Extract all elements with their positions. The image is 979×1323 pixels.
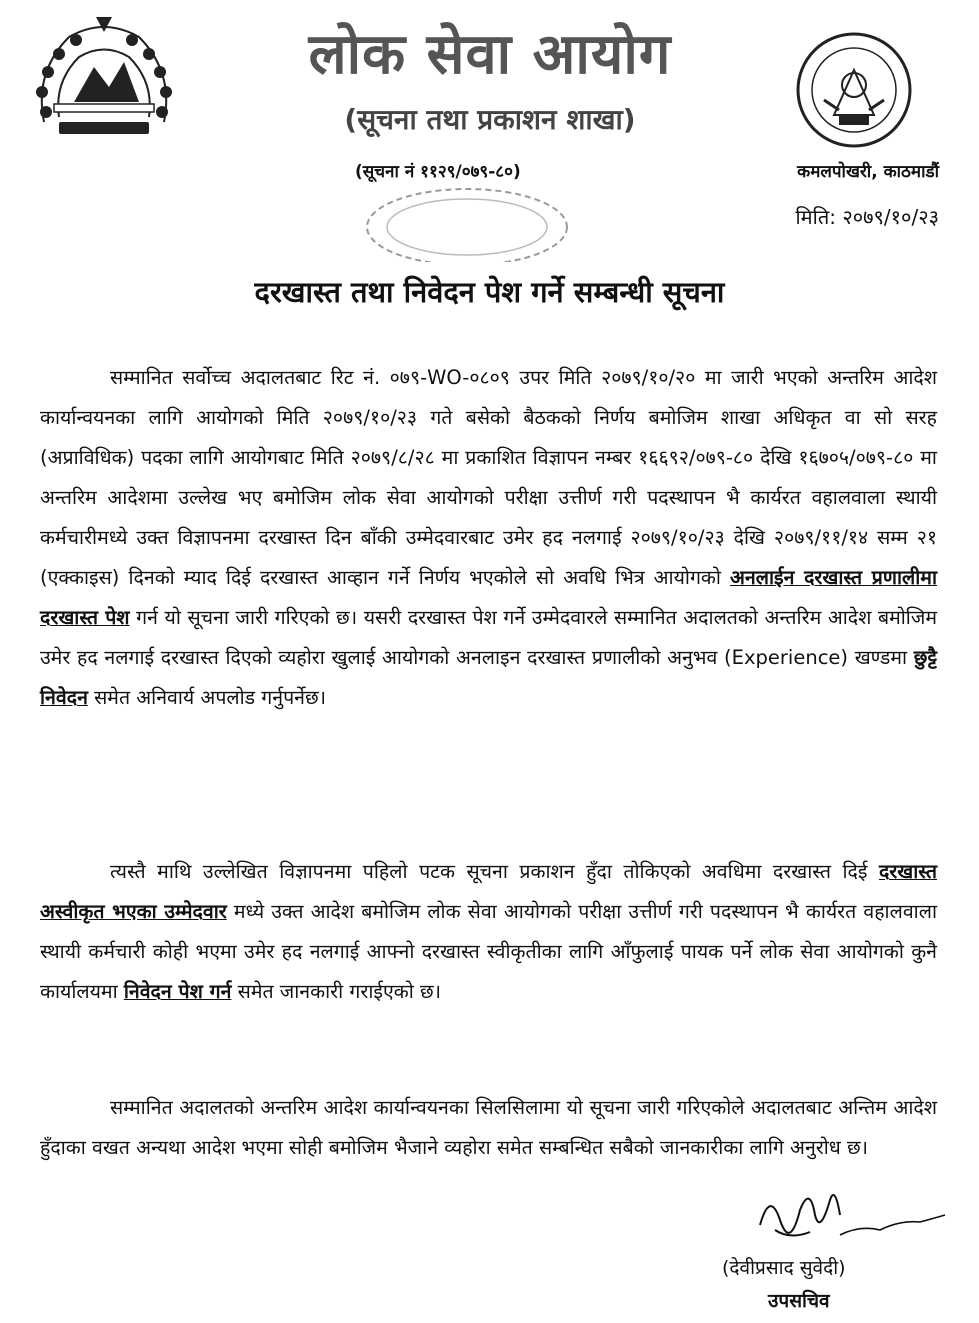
organization-title: लोक सेवा आयोग (308, 22, 672, 87)
notice-heading: दरखास्त तथा निवेदन पेश गर्ने सम्बन्धी सूचना (254, 275, 725, 309)
signer-name: (देवीप्रसाद सुवेदी) (722, 1257, 846, 1279)
body-paragraph-3: सम्मानित अदालतको अन्तरिम आदेश कार्यान्वयनका सिलसिलामा यो सूचना जारी गरिएकोले अदालतबाट अन्तिम आदेश हुँदाका वखत अन्यथा आदेश भएमा सोही बमोजिम भैजाने व्यहोरा समेत सम्बन्धित सबैको जानकारीका लागि अनुरोध छ। (40, 1096, 937, 1159)
office-address: कमलपोखरी, काठमाडौं (797, 162, 939, 182)
p2-text-c: समेत जानकारी गराईएको छ। (231, 980, 442, 1003)
p1-text-b: गर्न यो सूचना जारी गरिएको छ। यसरी दरखास्त पेश गर्ने उम्मेदवारले सम्मानित अदालतको अन्तरिम आदेश बमोजिम उमेर हद नलगाई दरखास्त दिएको व्यहोरा खुलाई आयोगको अनलाइन दरखास्त प्रणालीको अनुभव (Experience) खण्डमा (40, 606, 937, 669)
organization-subtitle: (सूचना तथा प्रकाशन शाखा) (344, 103, 636, 136)
body-paragraph-2 (40, 852, 937, 1012)
submit-application-emphasis: निवेदन पेश गर्न (123, 980, 232, 1003)
p2-text-b: मध्ये उक्त आदेश बमोजिम लोक सेवा आयोगको परीक्षा उत्तीर्ण गरी पदस्थापन भै कार्यरत वहालवाला स्थायी कर्मचारी कोही भएमा उमेर हद नलगाई आफ्नो दरखास्त स्वीकृतीका लागि आँफुलाई पायक पर्ने लोक सेवा आयोगको कुनै कार्यालयमा (40, 900, 937, 1003)
psc-seal-logo (794, 30, 914, 150)
p1-text-c: समेत अनिवार्य अपलोड गर्नुपर्नेछ। (87, 686, 327, 709)
p2-text-a: त्यस्तै माथि उल्लेखित विज्ञापनमा पहिलो पटक सूचना प्रकाशन हुँदा तोकिएको अवधिमा दरखास्त दिई (110, 860, 879, 883)
notice-date: मिति: २०७९/१०/२३ (795, 205, 939, 229)
rejected-candidates-emphasis: दरखास्त अस्वीकृत भएका उम्मेदवार (40, 860, 937, 923)
signer-title: उपसचिव (768, 1290, 830, 1312)
separate-application-emphasis: छुट्टै निवेदन (40, 646, 937, 709)
p1-text-a: सम्मानित सर्वोच्च अदालतबाट रिट नं. ०७९-WO-०८०९ उपर मिति २०७९/१०/२० मा जारी भएको अन्तरिम आदेश कार्यान्वयनका लागि आयोगको मिति २०७९/१०/२३ गते बसेको बैठकको निर्णय बमोजिम शाखा अधिकृत वा सो सरह (अप्राविधिक) पदका लागि आयोगबाट मिति २०७९/८/२८ मा प्रकाशित विज्ञापन नम्बर १६६९२/०७९-८० देखि १६७०५/०७९-८० मा अन्तरिम आदेशमा उल्लेख भए बमोजिम लोक सेवा आयोगको परीक्षा उत्तीर्ण गरी पदस्थापन भै कार्यरत वहालवाला स्थायी कर्मचारीमध्ये उक्त विज्ञापनमा दरखास्त दिन बाँकी उम्मेदवारबाट उमेर हद नलगाई २०७९/१०/२३ देखि २०७९/११/१४ सम्म २१ (एक्काइस) दिनको म्याद दिई दरखास्त आव्हान गर्ने निर्णय भएकोले सो अवधि भित्र आयोगको (40, 366, 937, 589)
handwritten-signature (720, 1180, 960, 1255)
body-paragraph-1 (40, 358, 937, 718)
notice-number: (सूचना नं ११२९/०७९-८०) (355, 162, 521, 182)
online-application-emphasis: अनलाईन दरखास्त प्रणालीमा दरखास्त पेश (40, 566, 937, 629)
nepal-emblem-logo (24, 12, 184, 142)
office-stamp (352, 182, 582, 262)
